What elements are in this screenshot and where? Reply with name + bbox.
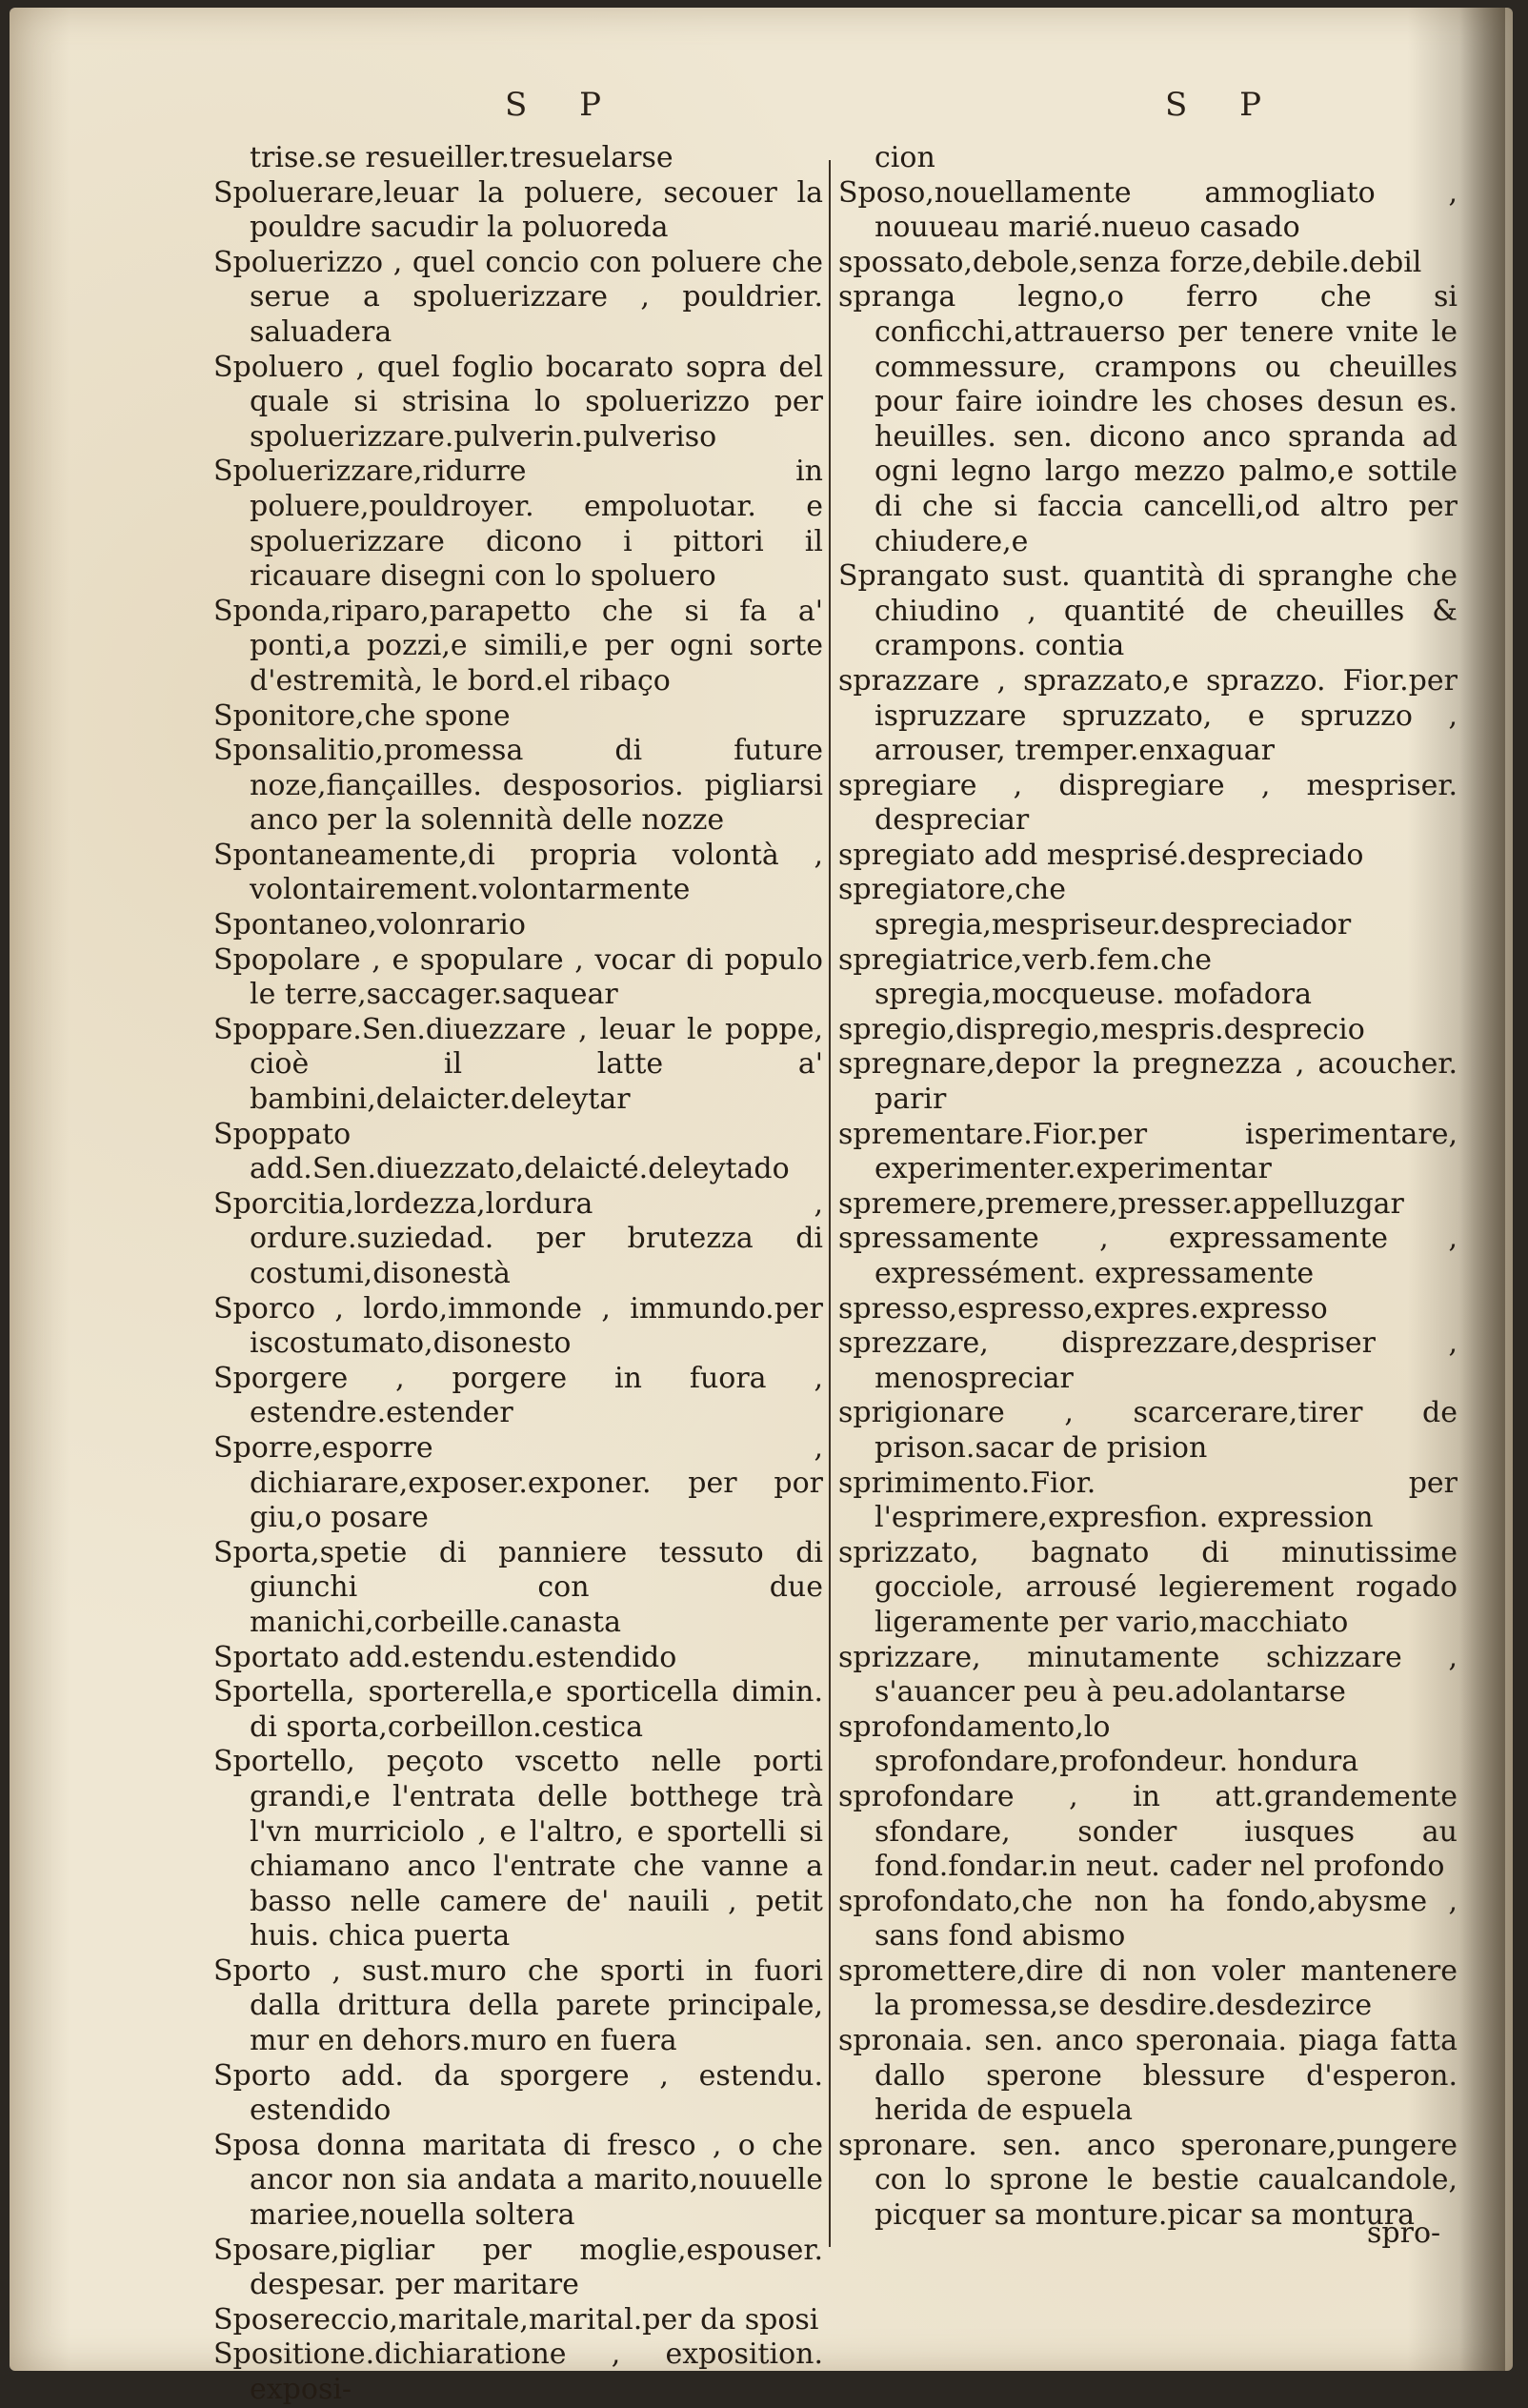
dictionary-entry: Sponda,riparo,parapetto che si fa a' ponti,a pozzi,e simili,e per ogni sorte d'estremità, le bord.el ribaço: [213, 594, 823, 698]
dictionary-entry: Sportato add.estendu.estendido: [213, 1640, 677, 1674]
dictionary-entry: Sporto add. da sporgere , estendu. estendido: [213, 2058, 823, 2128]
dictionary-entry: sprizzato, bagnato di minutissime gocciole, arrousé legierement rogado ligeramente per vario,macchiato: [838, 1535, 1458, 1639]
dictionary-entry: Sponsalitio,promessa di future noze,fiançailles. desposorios. pigliarsi anco per la solennità delle nozze: [213, 734, 823, 838]
dictionary-entry: sprementare.Fior.per isperimentare, experimenter.experimentar: [838, 1117, 1458, 1186]
dictionary-entry: Spoppato add.Sen.diuezzato,delaicté.deleytado: [213, 1117, 790, 1186]
dictionary-entry: sprigionare , scarcerare,tirer de prison.sacar de prision: [838, 1396, 1458, 1465]
dictionary-entry: sprimimento.Fior. per l'esprimere,expresfion. expression: [838, 1466, 1458, 1535]
right-column: [838, 141, 1458, 2234]
dictionary-entry: Sporco , lordo,immonde , immundo.per iscostumato,disonesto: [213, 1291, 823, 1361]
dictionary-entry: Spoluerizzare,ridurre in poluere,pouldroyer. empoluotar. e spoluerizzare dicono i pittori il ricauare disegni con lo spoluero: [213, 455, 823, 594]
running-header-left: S P: [505, 86, 622, 124]
page-gutter-shadow: [1459, 8, 1505, 2371]
dictionary-entry: sprofondare , in att.grandemente sfondare, sonder iusques au fond.fondar.in neut. cader nel profondo: [838, 1779, 1458, 1884]
dictionary-entry: Sporre,esporre , dichiarare,exposer.exponer. per por giu,o posare: [213, 1430, 823, 1535]
dictionary-entry: spossato,debole,senza forze,debile.debil: [838, 245, 1422, 279]
dictionary-entry: Sporta,spetie di panniere tessuto di giunchi con due manichi,corbeille.canasta: [213, 1535, 823, 1639]
dictionary-entry: Spontaneamente,di propria volontà , volontairement.volontarmente: [213, 838, 823, 907]
dictionary-entry: spranga legno,o ferro che si conficchi,attrauerso per tenere vnite le commessure, crampons ou cheuilles pour faire ioindre les choses desun es. heuilles. sen. dicono anco spranda ad ogni legno largo mezzo palmo,e sottile di che si faccia cancelli,od altro per chiudere,e: [838, 280, 1458, 558]
dictionary-entry: Spopolare , e spopulare , vocar di populo le terre,saccager.saquear: [213, 942, 823, 1012]
dictionary-entry: Sposo,nouellamente ammogliato , nouueau marié.nueuo casado: [838, 175, 1458, 245]
dictionary-entry: spronare. sen. anco speronare,pungere con lo sprone le bestie caualcandole, picquer sa monture.picar sa montura: [838, 2128, 1458, 2233]
dictionary-entry: Sporto , sust.muro che sporti in fuori dalla drittura della parete principale, mur en dehors.muro en fuera: [213, 1953, 823, 2058]
dictionary-entry: Spoluerare,leuar la poluere, secouer la pouldre sacudir la poluoreda: [213, 175, 823, 245]
dictionary-entry: Sposa donna maritata di fresco , o che ancor non sia andata a marito,nouuelle mariee,nouella soltera: [213, 2128, 823, 2233]
dictionary-entry: Sporcitia,lordezza,lordura , ordure.suziedad. per brutezza di costumi,disonestà: [213, 1186, 823, 1290]
dictionary-entry: spregiare , dispregiare , mespriser. despreciar: [838, 768, 1458, 838]
dictionary-entry: Sposereccio,maritale,marital.per da sposi: [213, 2302, 819, 2337]
dictionary-entry: Spoluerizzo , quel concio con poluere che serue a spoluerizzare , pouldrier. saluadera: [213, 245, 823, 349]
dictionary-entry: Spontaneo,volonrario: [213, 908, 526, 942]
dictionary-entry: spregiatrice,verb.fem.che spregia,mocqueuse. mofadora: [838, 942, 1313, 1012]
dictionary-entry: Spoluero , quel foglio bocarato sopra del quale si strisina lo spoluerizzo per spoluerizzare.pulverin.pulverisо: [213, 350, 823, 454]
dictionary-entry: spregiato add mesprisé.despreciado: [838, 838, 1364, 872]
dictionary-entry: spromettere,dire di non voler mantenere la promessa,se desdire.desdezirce: [838, 1953, 1458, 2023]
dictionary-entry: Sponitore,che spone: [213, 698, 511, 733]
book-page: [10, 8, 1513, 2406]
dictionary-entry: Sportello, peçoto vscetto nelle porti grandi,e l'entrata delle botthege trà l'vn murriciolo , e l'altro, e sportelli si chiamano anco l'entrate che vanne a basso nelle camere de' nauili , petit huis. chica puerta: [213, 1745, 823, 1953]
dictionary-entry: trise.se resueiller.tresuelarse: [250, 141, 674, 174]
dictionary-entry: Sprangato sust. quantità di spranghe che chiudino , quantité de cheuilles & crampons. contia: [838, 559, 1458, 663]
dictionary-entry: Sposare,pigliar per moglie,espouser. despesar. per maritare: [213, 2233, 823, 2302]
dictionary-entry: spressamente , expressamente , expressément. expressamente: [838, 1222, 1458, 1290]
dictionary-entry: spregiatore,che spregia,mespriseur.despreciador: [838, 873, 1352, 942]
dictionary-entry: spremere,premere,presser.appelluzgar: [838, 1186, 1404, 1221]
dictionary-entry: sprofondamento,lo sprofondare,profondeur. hondura: [838, 1710, 1359, 1779]
dictionary-entry: spronaia. sen. anco speronaia. piaga fatta dallo sperone blessure d'esperon. herida de espuela: [838, 2024, 1458, 2128]
dictionary-entry: Spositione.dichiaratione , exposition. exposi-: [213, 2337, 823, 2406]
dictionary-entry: sprizzare, minutamente schizzare , s'auancer peu à peu.adolantarse: [838, 1640, 1458, 1710]
dictionary-entry: Sporgere , porgere in fuora , estendre.estender: [213, 1361, 823, 1430]
dictionary-entry: cion: [875, 141, 935, 174]
catchword: spro-: [1367, 2216, 1441, 2250]
dictionary-entry: sprazzare , sprazzato,e sprazzo. Fior.per ispruzzare spruzzato, e spruzzo , arrouser, tremper.enxaguar: [838, 663, 1458, 768]
dictionary-entry: spregnare,depor la pregnezza , acoucher. parir: [838, 1047, 1458, 1117]
dictionary-entry: spregio,dispregio,mespris.desprecio: [838, 1012, 1365, 1046]
running-header-right: S P: [1165, 86, 1282, 124]
dictionary-entry: spresso,espresso,expres.expresso: [838, 1291, 1328, 1325]
column-divider: [829, 160, 831, 2247]
dictionary-entry: sprezzare, disprezzare,despriser , menospreciar: [838, 1326, 1458, 1395]
left-column: [213, 141, 823, 2408]
dictionary-entry: Spoppare.Sen.diuezzare , leuar le poppe, cioè il latte a' bambini,delaicter.deleytar: [213, 1012, 823, 1117]
dictionary-entry: sprofondato,che non ha fondo,abysme , sans fond abismo: [838, 1884, 1458, 1953]
dictionary-entry: Sportella, sporterella,e sporticella dimin. di sporta,corbeillon.cestica: [213, 1675, 823, 1744]
